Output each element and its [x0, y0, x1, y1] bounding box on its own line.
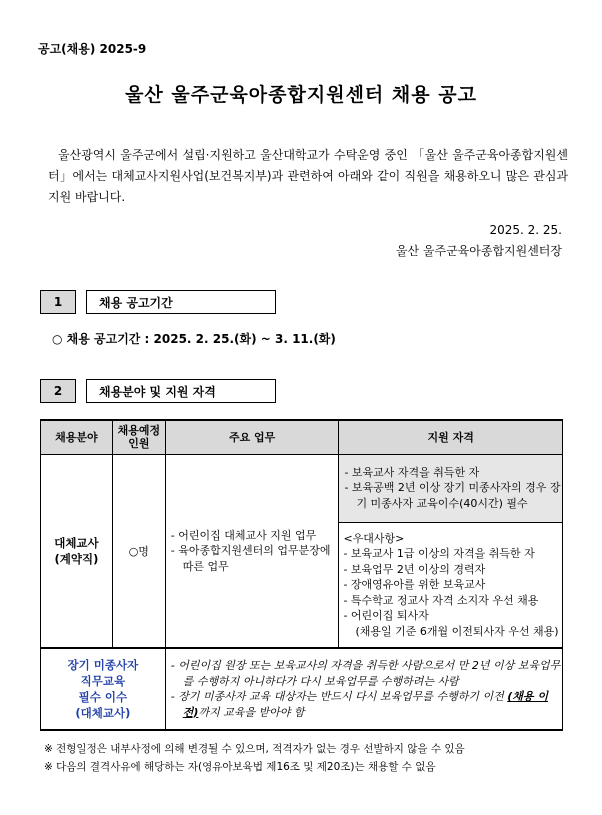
header-count: 채용예정 인원 — [112, 420, 165, 454]
training-text-pre: - 장기 미종사자 교육 대상자는 반드시 다시 보육업무를 수행하기 이전 — [170, 690, 508, 703]
field-name: 대체교사 — [54, 535, 99, 550]
table-row — [41, 454, 563, 522]
preferred-title: <우대사항> — [343, 531, 405, 545]
table-header-row — [41, 420, 563, 454]
training-text-cell — [165, 648, 562, 730]
list-item: - 보육교사 자격을 취득한 자 — [344, 465, 480, 479]
table-row — [41, 648, 563, 730]
list-item: - 어린이집 퇴사자 — [343, 609, 429, 622]
note-item: ※ 다음의 결격사유에 해당하는 자(영유아보육법 제16조 및 제20조)는 채용할 수 없음 — [44, 761, 436, 773]
preferred-qual-cell — [339, 522, 563, 648]
section-1-number: 1 — [40, 290, 76, 314]
training-text-emphasis: (채용 이전) — [182, 690, 548, 719]
header-qualification: 지원 자격 — [339, 420, 563, 454]
preferred-qual-list — [339, 546, 562, 624]
section-2-number: 2 — [40, 379, 76, 403]
training-label-line: 장기 미종사자 — [67, 658, 139, 672]
requirements-table — [40, 419, 563, 731]
recruit-period: ○ 채용 공고기간 : 2025. 2. 25.(화) ~ 3. 11.(화) — [52, 332, 336, 346]
section-2-header — [40, 379, 276, 403]
required-qual-list — [340, 465, 561, 512]
page-title: 울산 울주군육아종합지원센터 채용 공고 — [125, 84, 477, 106]
list-item: - 보육교사 1급 이상의 자격을 취득한 자 — [343, 547, 535, 560]
training-label-line: (대체교사) — [75, 706, 131, 720]
duties-cell — [165, 454, 339, 648]
list-item — [171, 689, 561, 720]
training-label-line: 직무교육 — [80, 674, 126, 688]
list-item: - 보육공백 2년 이상 장기 미종사자의 경우 장기 미종사자 교육이수(40시간) 필수 — [344, 481, 561, 510]
notes — [44, 740, 465, 776]
training-label-line: 필수 이수 — [78, 690, 128, 704]
field-cell — [41, 454, 113, 648]
issue-date: 2025. 2. 25. — [489, 223, 562, 237]
count-cell: ○명 — [112, 454, 165, 648]
training-list — [167, 658, 561, 720]
list-item: - 어린이집 대체교사 지원 업무 — [170, 528, 317, 542]
training-text-post: 까지 교육을 받아야 함 — [198, 705, 305, 719]
duties-list — [167, 528, 338, 575]
training-label-cell — [41, 648, 166, 730]
notice-number: 공고(채용) 2025-9 — [38, 42, 147, 56]
section-1-title: 채용 공고기간 — [86, 290, 276, 314]
section-2-title: 채용분야 및 지원 자격 — [86, 379, 276, 403]
list-item: - 보육업무 2년 이상의 경력자 — [343, 562, 486, 576]
list-item: - 어린이집 원장 또는 보육교사의 자격을 취득한 사람으로서 만 2년 이상 보육업무를 수행하지 아니하다가 다시 보육업무를 수행하려는 사람 — [170, 659, 561, 688]
list-item: - 특수학교 정교사 자격 소지자 우선 채용 — [343, 593, 539, 607]
intro-paragraph — [48, 145, 568, 208]
issuer: 울산 울주군육아종합지원센터장 — [395, 244, 562, 258]
list-item: - 육아종합지원센터의 업무분장에 따른 업무 — [170, 544, 331, 573]
preferred-note: (채용일 기준 6개월 이전퇴사자 우선 채용) — [355, 624, 559, 638]
header-duties: 주요 업무 — [165, 420, 339, 454]
intro-text: 울산광역시 울주군에서 설립·지원하고 울산대학교가 수탁운영 중인 「울산 울주군육아종합지원센터」에서는 대체교사지원사업(보건복지부)과 관련하여 아래와 같이 직원을 채용하오니 많은 관심과 지원 바랍니다. — [48, 148, 568, 204]
header-field: 채용분야 — [41, 420, 113, 454]
section-1-header — [40, 290, 276, 314]
issue-block — [396, 220, 562, 262]
required-qual-cell — [339, 454, 563, 522]
note-item: ※ 전형일정은 내부사정에 의해 변경될 수 있으며, 적격자가 없는 경우 선발하지 않을 수 있음 — [44, 743, 465, 755]
field-type: (계약직) — [54, 551, 99, 566]
list-item: - 장애영유아를 위한 보육교사 — [343, 578, 486, 591]
